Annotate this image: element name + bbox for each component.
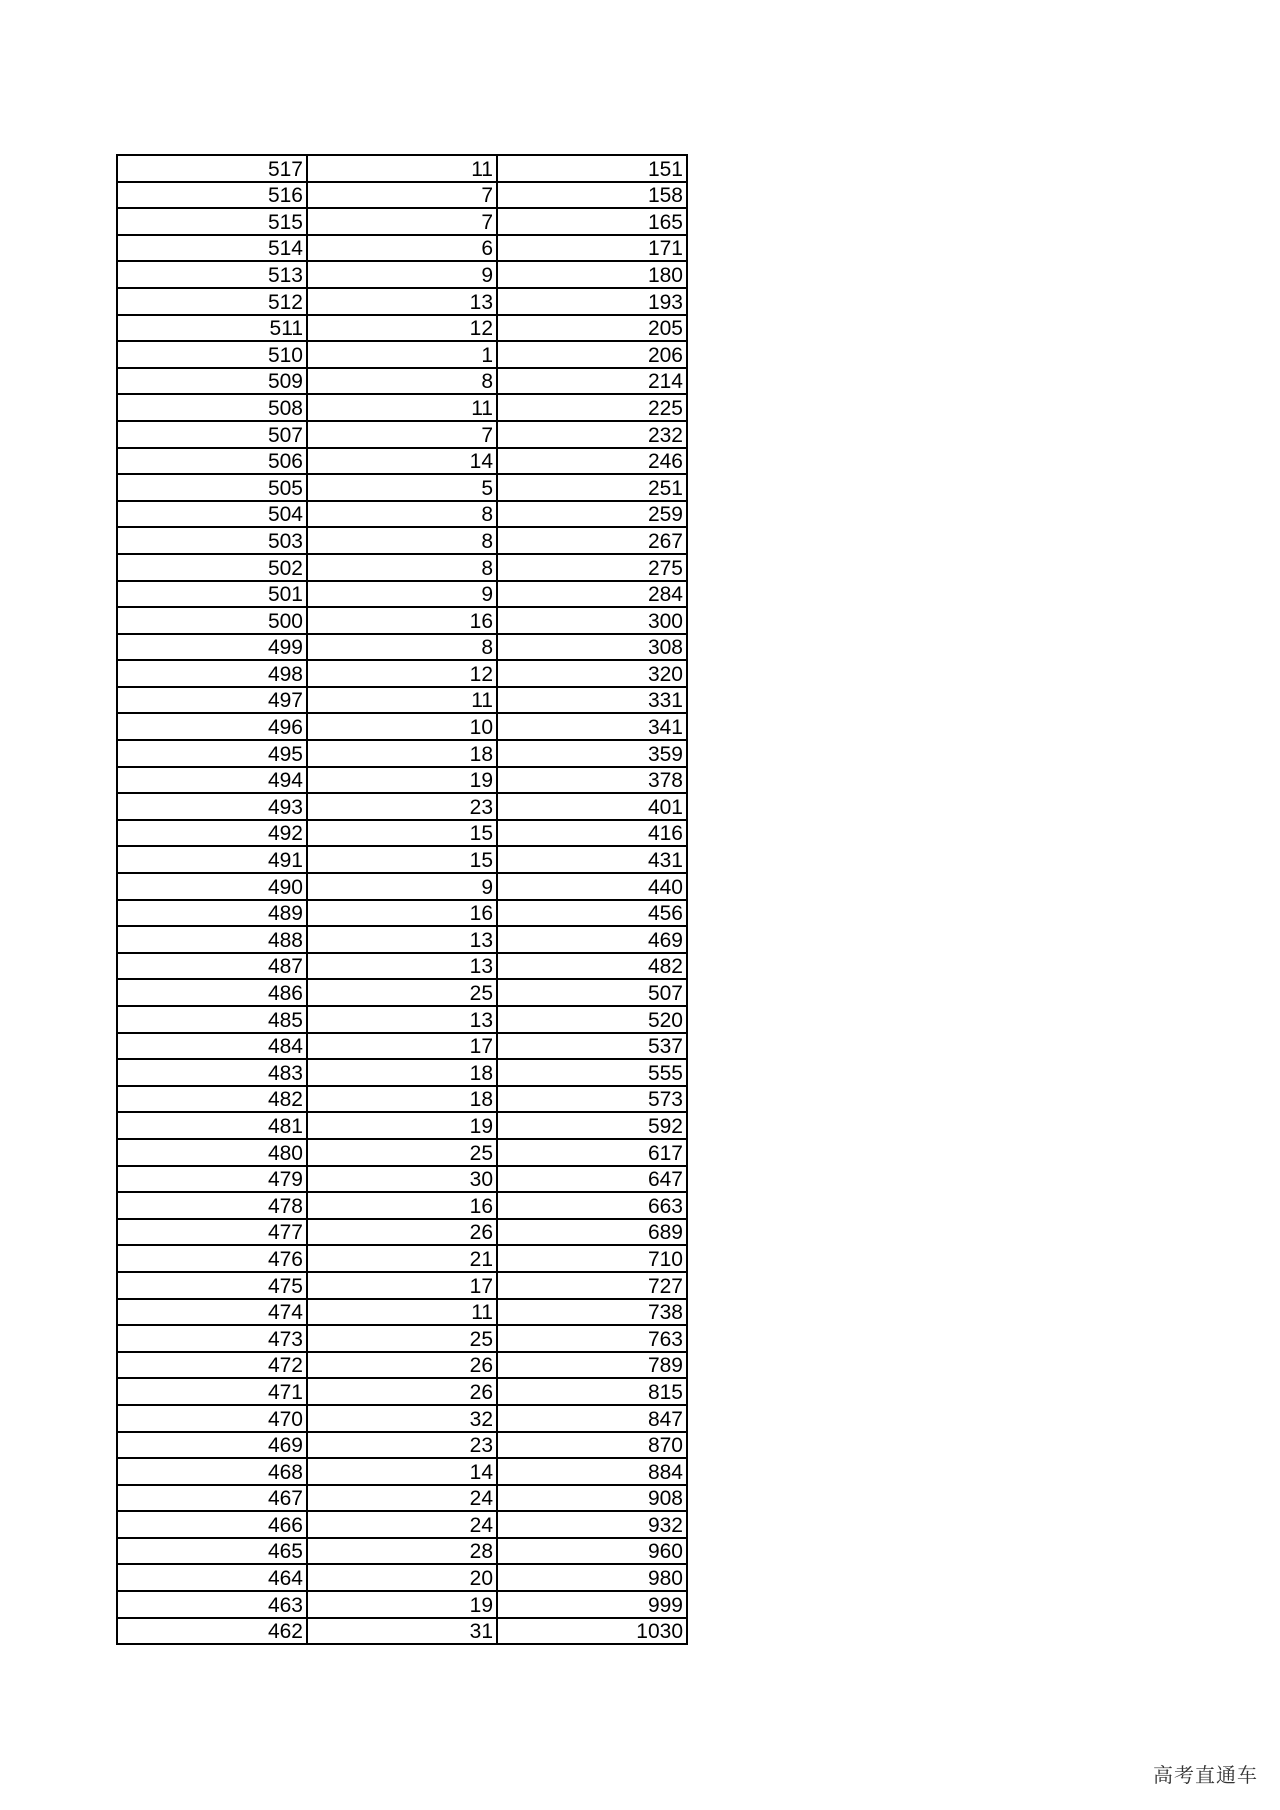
cumulative-cell: 980 — [497, 1564, 687, 1591]
score-cell: 484 — [117, 1033, 307, 1060]
cumulative-cell: 308 — [497, 634, 687, 661]
count-cell: 12 — [307, 315, 497, 342]
count-cell: 9 — [307, 581, 497, 608]
score-cell: 517 — [117, 155, 307, 182]
cumulative-cell: 763 — [497, 1325, 687, 1352]
count-cell: 20 — [307, 1564, 497, 1591]
count-cell: 25 — [307, 1325, 497, 1352]
score-cell: 464 — [117, 1564, 307, 1591]
score-cell: 490 — [117, 873, 307, 900]
table-row — [117, 1538, 687, 1565]
score-cell: 493 — [117, 793, 307, 820]
cumulative-cell: 378 — [497, 767, 687, 794]
score-cell: 480 — [117, 1139, 307, 1166]
cumulative-cell: 592 — [497, 1112, 687, 1139]
count-cell: 13 — [307, 926, 497, 953]
cumulative-cell: 180 — [497, 261, 687, 288]
table-row — [117, 1033, 687, 1060]
table-row — [117, 527, 687, 554]
cumulative-cell: 193 — [497, 288, 687, 315]
score-cell: 498 — [117, 660, 307, 687]
cumulative-cell: 815 — [497, 1378, 687, 1405]
count-cell: 5 — [307, 474, 497, 501]
score-cell: 495 — [117, 740, 307, 767]
cumulative-cell: 259 — [497, 501, 687, 528]
score-cell: 497 — [117, 687, 307, 714]
score-cell: 482 — [117, 1086, 307, 1113]
count-cell: 6 — [307, 235, 497, 262]
score-cell: 474 — [117, 1299, 307, 1326]
score-cell: 511 — [117, 315, 307, 342]
count-cell: 16 — [307, 1192, 497, 1219]
table-row — [117, 1272, 687, 1299]
score-cell: 513 — [117, 261, 307, 288]
table-row — [117, 261, 687, 288]
table-row — [117, 1591, 687, 1618]
cumulative-cell: 469 — [497, 926, 687, 953]
cumulative-cell: 870 — [497, 1432, 687, 1459]
table-row — [117, 1325, 687, 1352]
count-cell: 24 — [307, 1485, 497, 1512]
score-cell: 508 — [117, 394, 307, 421]
cumulative-cell: 520 — [497, 1006, 687, 1033]
cumulative-cell: 847 — [497, 1405, 687, 1432]
score-cell: 510 — [117, 341, 307, 368]
table-row — [117, 1245, 687, 1272]
score-table — [116, 154, 688, 1645]
score-cell: 479 — [117, 1166, 307, 1193]
count-cell: 8 — [307, 527, 497, 554]
score-cell: 501 — [117, 581, 307, 608]
cumulative-cell: 214 — [497, 368, 687, 395]
count-cell: 15 — [307, 846, 497, 873]
cumulative-cell: 738 — [497, 1299, 687, 1326]
score-cell: 509 — [117, 368, 307, 395]
count-cell: 7 — [307, 208, 497, 235]
table-row — [117, 1219, 687, 1246]
table-row — [117, 634, 687, 661]
table-row — [117, 820, 687, 847]
table-row — [117, 1511, 687, 1538]
score-cell: 471 — [117, 1378, 307, 1405]
table-row — [117, 448, 687, 475]
count-cell: 11 — [307, 155, 497, 182]
cumulative-cell: 689 — [497, 1219, 687, 1246]
count-cell: 8 — [307, 634, 497, 661]
cumulative-cell: 960 — [497, 1538, 687, 1565]
table-row — [117, 1458, 687, 1485]
table-row — [117, 713, 687, 740]
score-cell: 468 — [117, 1458, 307, 1485]
table-row — [117, 368, 687, 395]
count-cell: 16 — [307, 900, 497, 927]
table-row — [117, 607, 687, 634]
cumulative-cell: 275 — [497, 554, 687, 581]
cumulative-cell: 401 — [497, 793, 687, 820]
score-cell: 496 — [117, 713, 307, 740]
score-cell: 488 — [117, 926, 307, 953]
count-cell: 9 — [307, 261, 497, 288]
score-cell: 476 — [117, 1245, 307, 1272]
count-cell: 11 — [307, 1299, 497, 1326]
cumulative-cell: 908 — [497, 1485, 687, 1512]
cumulative-cell: 205 — [497, 315, 687, 342]
score-cell: 489 — [117, 900, 307, 927]
score-cell: 470 — [117, 1405, 307, 1432]
table-row — [117, 926, 687, 953]
table-row — [117, 660, 687, 687]
table-row — [117, 1485, 687, 1512]
score-cell: 473 — [117, 1325, 307, 1352]
count-cell: 1 — [307, 341, 497, 368]
table-row — [117, 900, 687, 927]
cumulative-cell: 158 — [497, 182, 687, 209]
score-cell: 487 — [117, 953, 307, 980]
count-cell: 17 — [307, 1033, 497, 1060]
table-row — [117, 979, 687, 1006]
cumulative-cell: 331 — [497, 687, 687, 714]
table-row — [117, 1006, 687, 1033]
count-cell: 25 — [307, 979, 497, 1006]
count-cell: 11 — [307, 394, 497, 421]
score-cell: 469 — [117, 1432, 307, 1459]
count-cell: 15 — [307, 820, 497, 847]
cumulative-cell: 267 — [497, 527, 687, 554]
table-row — [117, 421, 687, 448]
score-cell: 472 — [117, 1352, 307, 1379]
score-cell: 467 — [117, 1485, 307, 1512]
cumulative-cell: 431 — [497, 846, 687, 873]
table-row — [117, 687, 687, 714]
score-cell: 512 — [117, 288, 307, 315]
score-cell: 483 — [117, 1059, 307, 1086]
count-cell: 28 — [307, 1538, 497, 1565]
score-cell: 462 — [117, 1618, 307, 1645]
count-cell: 11 — [307, 687, 497, 714]
cumulative-cell: 440 — [497, 873, 687, 900]
table-row — [117, 953, 687, 980]
count-cell: 25 — [307, 1139, 497, 1166]
table-row — [117, 182, 687, 209]
cumulative-cell: 573 — [497, 1086, 687, 1113]
score-cell: 492 — [117, 820, 307, 847]
table-row — [117, 474, 687, 501]
cumulative-cell: 416 — [497, 820, 687, 847]
count-cell: 23 — [307, 1432, 497, 1459]
table-row — [117, 1139, 687, 1166]
table-row — [117, 1405, 687, 1432]
cumulative-cell: 320 — [497, 660, 687, 687]
count-cell: 8 — [307, 368, 497, 395]
table-row — [117, 1618, 687, 1645]
count-cell: 9 — [307, 873, 497, 900]
count-cell: 24 — [307, 1511, 497, 1538]
cumulative-cell: 884 — [497, 1458, 687, 1485]
table-row — [117, 1378, 687, 1405]
count-cell: 12 — [307, 660, 497, 687]
count-cell: 8 — [307, 554, 497, 581]
table-row — [117, 554, 687, 581]
cumulative-cell: 165 — [497, 208, 687, 235]
count-cell: 23 — [307, 793, 497, 820]
count-cell: 8 — [307, 501, 497, 528]
count-cell: 31 — [307, 1618, 497, 1645]
table-row — [117, 155, 687, 182]
table-row — [117, 846, 687, 873]
cumulative-cell: 359 — [497, 740, 687, 767]
count-cell: 13 — [307, 288, 497, 315]
score-cell: 500 — [117, 607, 307, 634]
cumulative-cell: 507 — [497, 979, 687, 1006]
table-row — [117, 1432, 687, 1459]
table-row — [117, 208, 687, 235]
cumulative-cell: 789 — [497, 1352, 687, 1379]
cumulative-cell: 206 — [497, 341, 687, 368]
cumulative-cell: 456 — [497, 900, 687, 927]
count-cell: 26 — [307, 1219, 497, 1246]
table-row — [117, 581, 687, 608]
table-row — [117, 288, 687, 315]
score-cell: 515 — [117, 208, 307, 235]
count-cell: 13 — [307, 953, 497, 980]
count-cell: 21 — [307, 1245, 497, 1272]
score-cell: 466 — [117, 1511, 307, 1538]
score-cell: 481 — [117, 1112, 307, 1139]
cumulative-cell: 300 — [497, 607, 687, 634]
table-row — [117, 341, 687, 368]
score-cell: 463 — [117, 1591, 307, 1618]
table-row — [117, 873, 687, 900]
cumulative-cell: 647 — [497, 1166, 687, 1193]
cumulative-cell: 710 — [497, 1245, 687, 1272]
table-row — [117, 1352, 687, 1379]
cumulative-cell: 171 — [497, 235, 687, 262]
score-cell: 507 — [117, 421, 307, 448]
count-cell: 32 — [307, 1405, 497, 1432]
score-cell: 514 — [117, 235, 307, 262]
table-row — [117, 767, 687, 794]
count-cell: 18 — [307, 1059, 497, 1086]
score-cell: 505 — [117, 474, 307, 501]
count-cell: 7 — [307, 421, 497, 448]
score-cell: 485 — [117, 1006, 307, 1033]
cumulative-cell: 341 — [497, 713, 687, 740]
score-cell: 502 — [117, 554, 307, 581]
count-cell: 19 — [307, 767, 497, 794]
count-cell: 7 — [307, 182, 497, 209]
table-row — [117, 501, 687, 528]
count-cell: 14 — [307, 1458, 497, 1485]
score-cell: 494 — [117, 767, 307, 794]
score-cell: 478 — [117, 1192, 307, 1219]
table-row — [117, 1112, 687, 1139]
count-cell: 19 — [307, 1112, 497, 1139]
count-cell: 16 — [307, 607, 497, 634]
table-row — [117, 740, 687, 767]
count-cell: 19 — [307, 1591, 497, 1618]
table-row — [117, 1166, 687, 1193]
score-cell: 486 — [117, 979, 307, 1006]
cumulative-cell: 932 — [497, 1511, 687, 1538]
count-cell: 13 — [307, 1006, 497, 1033]
count-cell: 26 — [307, 1352, 497, 1379]
cumulative-cell: 284 — [497, 581, 687, 608]
count-cell: 26 — [307, 1378, 497, 1405]
cumulative-cell: 555 — [497, 1059, 687, 1086]
score-cell: 465 — [117, 1538, 307, 1565]
score-cell: 503 — [117, 527, 307, 554]
count-cell: 30 — [307, 1166, 497, 1193]
cumulative-cell: 663 — [497, 1192, 687, 1219]
count-cell: 18 — [307, 740, 497, 767]
table-row — [117, 394, 687, 421]
table-row — [117, 1086, 687, 1113]
score-cell: 506 — [117, 448, 307, 475]
cumulative-cell: 537 — [497, 1033, 687, 1060]
cumulative-cell: 482 — [497, 953, 687, 980]
cumulative-cell: 232 — [497, 421, 687, 448]
cumulative-cell: 151 — [497, 155, 687, 182]
table-row — [117, 1564, 687, 1591]
cumulative-cell: 617 — [497, 1139, 687, 1166]
cumulative-cell: 225 — [497, 394, 687, 421]
count-cell: 17 — [307, 1272, 497, 1299]
watermark: 高考直通车 — [1153, 1763, 1258, 1787]
score-cell: 499 — [117, 634, 307, 661]
score-cell: 504 — [117, 501, 307, 528]
table-row — [117, 315, 687, 342]
cumulative-cell: 251 — [497, 474, 687, 501]
cumulative-cell: 246 — [497, 448, 687, 475]
count-cell: 14 — [307, 448, 497, 475]
score-cell: 475 — [117, 1272, 307, 1299]
cumulative-cell: 727 — [497, 1272, 687, 1299]
cumulative-cell: 1030 — [497, 1618, 687, 1645]
table-row — [117, 1059, 687, 1086]
score-cell: 491 — [117, 846, 307, 873]
table-row — [117, 1192, 687, 1219]
count-cell: 10 — [307, 713, 497, 740]
table-row — [117, 235, 687, 262]
cumulative-cell: 999 — [497, 1591, 687, 1618]
table-row — [117, 793, 687, 820]
score-table-body — [117, 155, 687, 1644]
table-row — [117, 1299, 687, 1326]
count-cell: 18 — [307, 1086, 497, 1113]
score-cell: 516 — [117, 182, 307, 209]
score-cell: 477 — [117, 1219, 307, 1246]
